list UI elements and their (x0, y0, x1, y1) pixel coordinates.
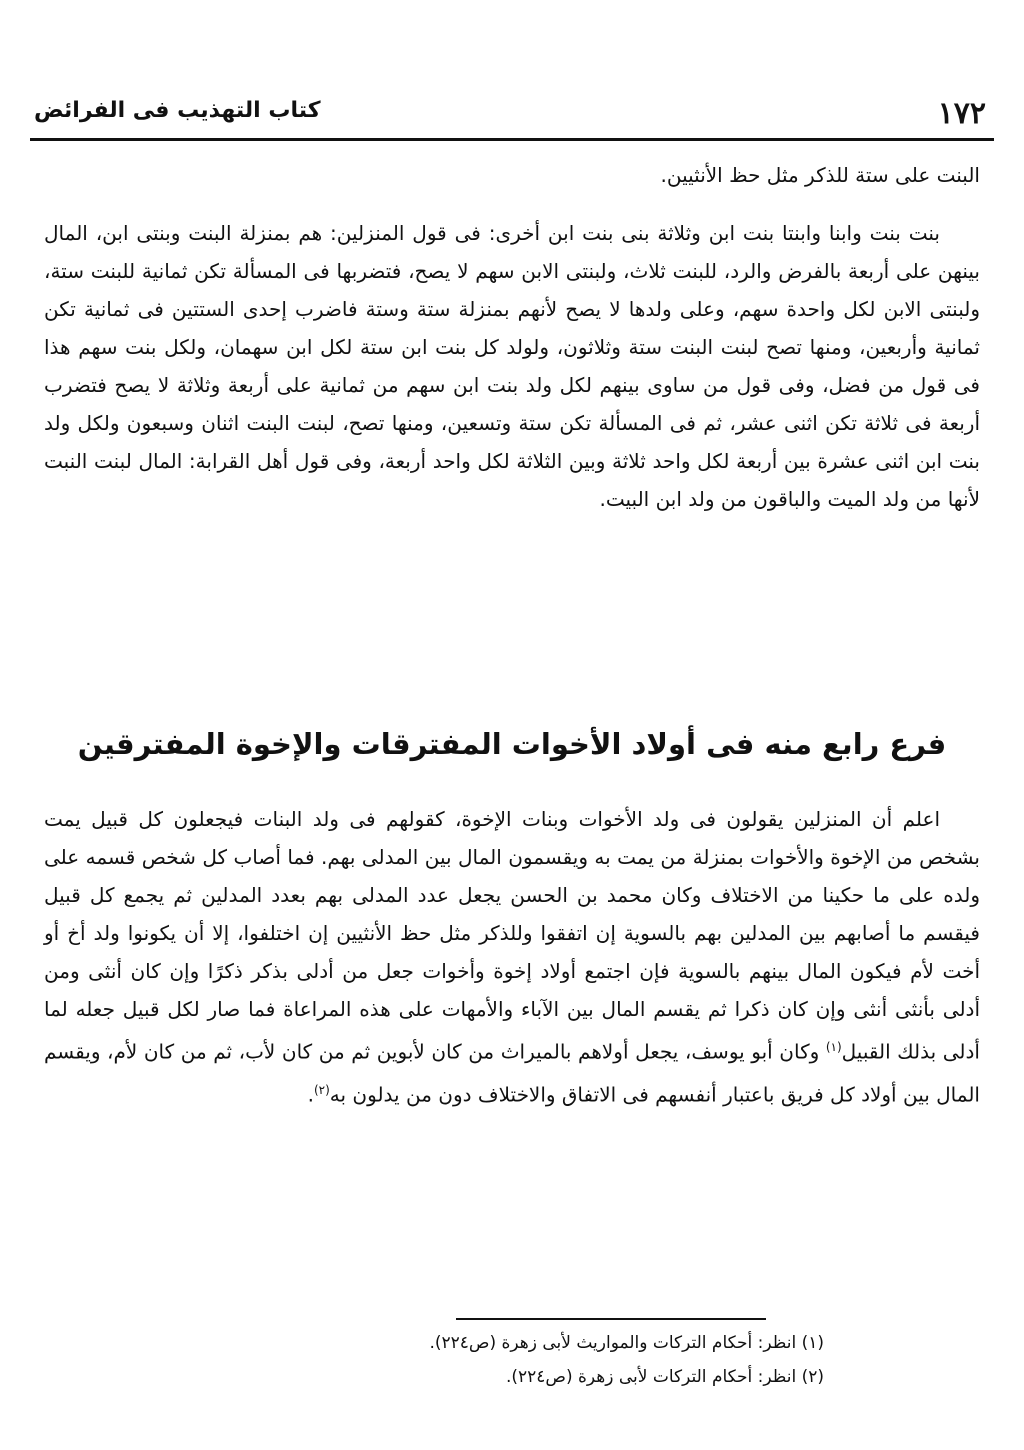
page-header (30, 92, 994, 132)
section-text-part-2: وكان أبو يوسف، يجعل أولاهم بالميراث من كان لأبوين ثم من كان لأب، ثم من كان لأم، ويقسم المال بين أولاد كل فريق باعتبار أنفسهم فى الاتفاق والاختلاف دون من يدلون به (44, 1039, 980, 1107)
footnote-ref-2: (٢) (313, 1082, 330, 1097)
footnote-ref-1: (١) (825, 1040, 842, 1054)
footnote-rule (456, 1318, 766, 1320)
footnote-1: (١) انظر: أحكام التركات والمواريث لأبى زهرة (ص٢٢٤). (429, 1333, 824, 1353)
footnotes (44, 1326, 824, 1394)
page-number: ١٧٢ (937, 96, 986, 131)
footnote-2: (٢) انظر: أحكام التركات لأبى زهرة (ص٢٢٤). (505, 1367, 824, 1387)
section-text-end: . (307, 1082, 314, 1107)
header-rule (30, 138, 994, 141)
running-title: كتاب التهذيب فى الفرائض (34, 98, 321, 123)
paragraph-2: بنت بنت وابنا وابنتا بنت ابن وثلاثة بنى بنت ابن أخرى: فى قول المنزلين: هم بمنزلة البنت وبنتى ابن، المال بينهن على أربعة بالفرض والرد، للبنت ثلاث، ولبنتى الابن سهم لا يصح، فتضربها فى المسألة تكن ثمانية للبنت ستة، ولبنتى الابن لكل واحدة سهم، وعلى ولدها لا يصح لأنهم بمنزلة ستة وستة فاضرب إحدى الستتين فى ثمانية تكن ثمانية وأربعين، ومنها تصح لبنت البنت ستة وثلاثون، ولولد كل بنت ابن ستة لكل ابن سهمان، ولكل بنت سهم هذا فى قول من فضل، وفى قول من ساوى بينهم لكل ولد بنت ابن سهم من ثمانية على أربعة وثلاثة لا يصح فتضرب أربعة فى ثلاثة تكن اثنى عشر، ثم فى المسألة تكن ستة وتسعين، ومنها تصح، لبنت البنت اثنان وسبعون ولكل ولد بنت ابن اثنى عشرة بين أربعة لكل واحد ثلاثة وبين الثلاثة لكل واحد أربعة، وفى قول أهل القرابة: المال لبنت النبت لأنها من ولد الميت والباقون من ولد ابن البيت. (44, 221, 980, 511)
paragraph-1: البنت على ستة للذكر مثل حظ الأنثيين. (660, 163, 980, 187)
section-heading: فرع رابع منه فى أولاد الأخوات المفترقات والإخوة المفترقين (77, 727, 947, 761)
section-text-part-1: اعلم أن المنزلين يقولون فى ولد الأخوات وبنات الإخوة، كقولهم فى ولد البنات فيجعلون كل قبيل يمت بشخص من الإخوة والأخوات بمنزلة من يمت به ويقسمون المال بين المدلى بهم. فما أصاب كل شخص قسمه على ولده على ما حكينا من الاختلاف وكان محمد بن الحسن يجعل عدد المدلى بهم بعدد المدلين ثم يجمع كل قبيل فيقسم ما أصابهم بين المدلين بهم بالسوية إن اتفقوا وللذكر مثل حظ الأنثيين إن اختلفوا، إلا أن يكونوا ولد أخ أو أخت لأم فيكون المال بينهم بالسوية فإن اجتمع أولاد إخوة وأخوات جعل من أدلى بذكر ذكرًا وإن كان أنثى ومن أدلى بأنثى أنثى وإن كان ذكرا ثم يقسم المال بين الآباء والأمهات على هذه المراعاة فما صار لكل قبيل جعله لما أدلى بذلك القبيل (44, 807, 980, 1064)
section-paragraph (44, 800, 980, 1113)
